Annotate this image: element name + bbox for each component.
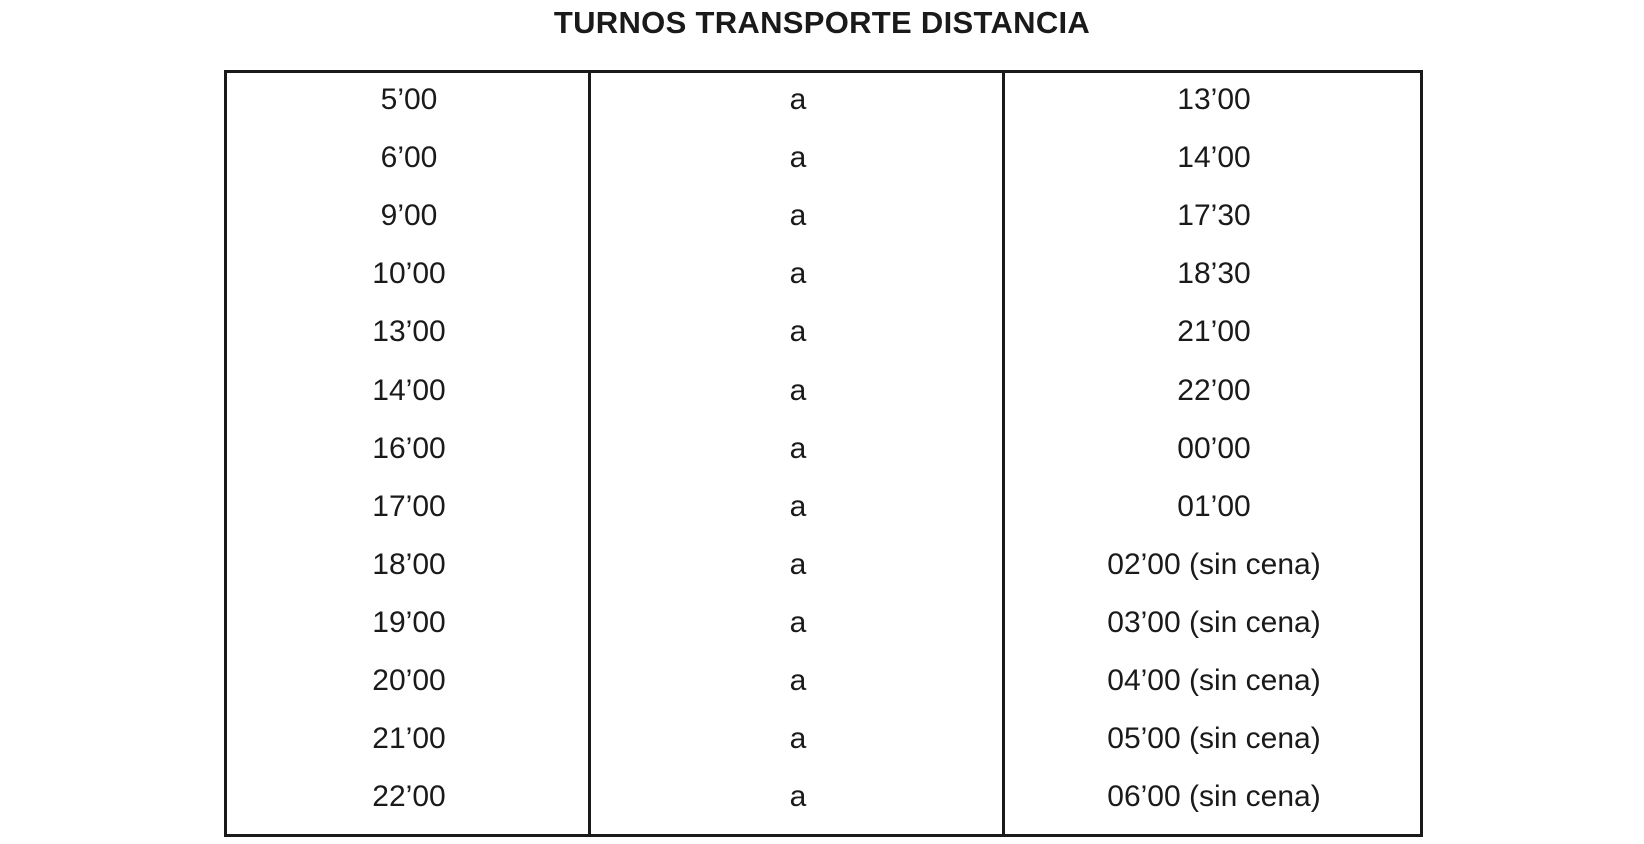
separator-cell: a <box>789 547 807 581</box>
shift-start-cell: 9’00 <box>380 199 438 233</box>
separator-cell: a <box>789 315 807 349</box>
shift-end-cell: 03’00 (sin cena) <box>1107 605 1321 639</box>
shift-start-cell: 13’00 <box>372 315 446 349</box>
shift-end-cell: 13’00 <box>1177 83 1251 116</box>
shift-start-cell: 19’00 <box>372 605 446 639</box>
shift-end-cell: 00’00 <box>1177 431 1251 465</box>
page-title: TURNOS TRANSPORTE DISTANCIA <box>553 5 1091 40</box>
table-row <box>227 420 1420 478</box>
shift-start-cell: 10’00 <box>372 257 446 291</box>
separator-cell: a <box>789 431 807 465</box>
table-row <box>227 245 1420 303</box>
table-row <box>227 594 1420 652</box>
table-row <box>227 710 1420 768</box>
shift-start-cell: 17’00 <box>372 489 446 523</box>
separator-cell: a <box>789 664 807 697</box>
shift-start-cell: 21’00 <box>372 722 446 756</box>
separator-cell: a <box>789 489 807 523</box>
shift-start-cell: 6’00 <box>380 141 438 175</box>
separator-cell: a <box>789 257 807 291</box>
table-row <box>227 536 1420 594</box>
shift-end-cell: 21’00 <box>1177 315 1251 349</box>
table-row <box>227 652 1420 710</box>
shift-start-cell: 18’00 <box>372 547 446 581</box>
shift-start-cell: 14’00 <box>372 373 446 407</box>
table-row <box>227 71 1420 129</box>
separator-cell: a <box>789 373 807 407</box>
separator-cell: a <box>789 722 807 756</box>
table-row <box>227 768 1420 826</box>
shift-end-cell: 02’00 (sin cena) <box>1107 547 1321 581</box>
table-row <box>227 187 1420 245</box>
shift-start-cell: 5’00 <box>380 83 438 116</box>
separator-cell: a <box>789 780 807 814</box>
separator-cell: a <box>789 83 807 116</box>
shift-table <box>224 70 1423 837</box>
shift-end-cell: 04’00 (sin cena) <box>1107 664 1321 697</box>
shift-start-cell: 16’00 <box>372 431 446 465</box>
shift-end-cell: 14’00 <box>1177 141 1251 175</box>
separator-cell: a <box>789 141 807 175</box>
table-row <box>227 478 1420 536</box>
shift-start-cell: 20’00 <box>372 664 446 697</box>
table-row <box>227 303 1420 361</box>
table-row <box>227 362 1420 420</box>
separator-cell: a <box>789 199 807 233</box>
shift-end-cell: 01’00 <box>1177 489 1251 523</box>
shift-end-cell: 17’30 <box>1177 199 1251 233</box>
shift-end-cell: 22’00 <box>1177 373 1251 407</box>
shift-start-cell: 22’00 <box>372 780 446 814</box>
separator-cell: a <box>789 605 807 639</box>
shift-end-cell: 18’30 <box>1177 257 1251 291</box>
table-row <box>227 129 1420 187</box>
shift-end-cell: 05’00 (sin cena) <box>1107 722 1321 756</box>
shift-end-cell: 06’00 (sin cena) <box>1107 780 1321 814</box>
